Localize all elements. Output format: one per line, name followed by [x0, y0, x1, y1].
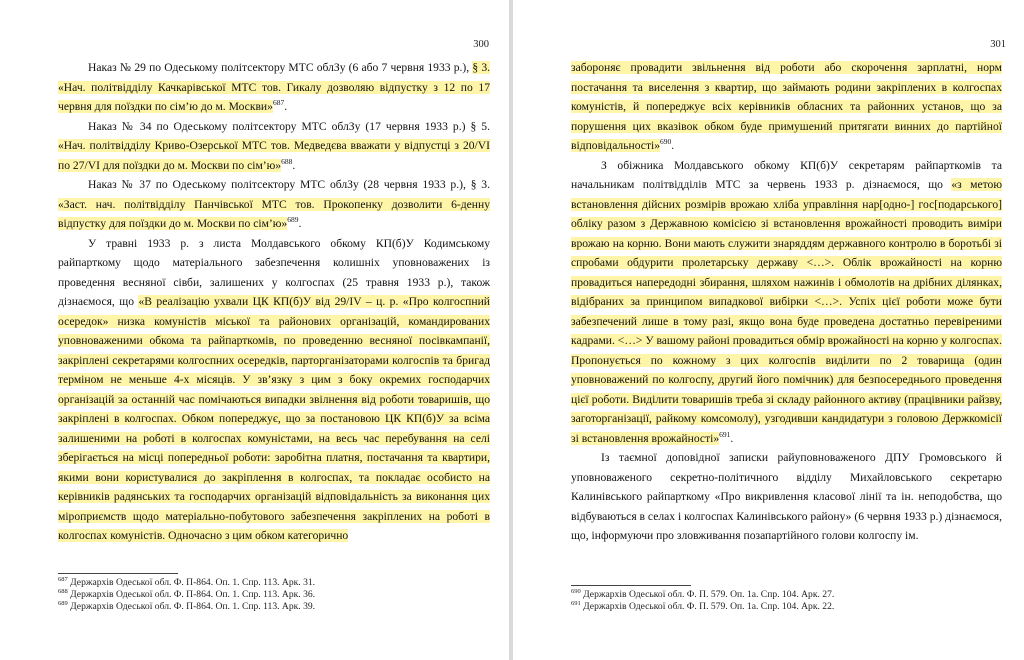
paragraph: Із таємної доповідної записки райуповноваженого ДПУ Громовського й уповноваженого секретно-політичного відділу Михайловського секретарю Калинівського райпарткому «Про викривлення класової лінії та ін. неподобства, що відбуваються в селах і колгоспах Калинівського району» (6 червня 1933 р.) дізнаємося, що, інформуючи про зловживання позапартійного голови колгоспу ім. [571, 451, 1002, 542]
right-page-body [571, 58, 1002, 546]
left-footnotes [58, 577, 488, 612]
footnote-ref[interactable]: 689 [287, 215, 299, 225]
paragraph: Наказ № 37 по Одеському політсектору МТС облЗу (28 червня 1933 р.), § 3. «Заст. нач. політвідділу Панчівської МТС тов. Прокопенку дозволити 6-денну відпустку для поїздки до м. Москви по сім’ю»$^{689}$. [58, 178, 490, 230]
paragraph-continuation: забороняє провадити звільнення від роботи або скорочення зарплатні, норм постачання та виселення з квартир, що займають родини закріплених в колгоспах комуністів, й попереджує всіх керівників обласних та районних установ, що за порушення цих вказівок обком буде примушений притягати винних до партійної відповідальності»$^{690}$. [571, 61, 1002, 152]
footnote: $^{689}$ Держархів Одеської обл. Ф. П-864. Оп. 1. Спр. 113. Арк. 39. [58, 599, 316, 612]
highlighted-quote: «Нач. політвідділу Криво-Озерської МТС тов. Медведєва вважати у відпустці з 20/VI по 27/VI для поїздки до м. Москви по сім’ю» [58, 139, 490, 172]
highlighted-quote: забороняє провадити звільнення від роботи або скорочення зарплатні, норм постачання та виселення з квартир, що займають родини закріплених в колгоспах комуністів, й попереджує всіх керівників обласних та районних установ, що за порушення цих вказівок обком буде примушений притягати винних до партійної відповідальності» [571, 61, 1002, 152]
highlighted-quote: § 3. «Нач. політвідділу Качкарівської МТС тов. Гикалу дозволяю відпустку з 12 по 17 червня для поїздки по сім’ю до м. Москви» [58, 61, 491, 113]
highlighted-quote: «В реалізацію ухвали ЦК КП(б)У від 29/IV – ц. р. «Про колгоспний осередок» низка комуністів міської та районових організацій, командированих уповноваженими обкома та райпарткомів, по проведенню весняної посівкампанії, закріплені секретарями колгоспних осередків, парторганізаторами колгоспів та бригад терміном не меньше 4-х місяців. У зв’язку з цим з боку окремих господарчих організацій за останній час помічаються випадки звілнення від роботи товаришів, що закріплені в колгоспах. Обком попереджує, що за постановою ЦК КП(б)У за всіма залишеними на роботі в колгоспах комуністами, на весь час перебування на селі зберігається на місці попередньої роботи: заробітна платня, постачання та квартири, якими вони користувалися до закріплення в колгоспах, та покладає особисто на керівників радянських та господарчих організацій відповідальність за виконання цих міроприємств щодо матеріально-побутового забезпечення закріплених на роботі в колгоспах комуністів. Одночасно з цим обком категорично [58, 295, 490, 542]
footnote-separator [571, 585, 691, 586]
paragraph: У травні 1933 р. з листа Молдавського обкому КП(б)У Кодимському райпарткому щодо матеріального забезпечення колишніх уповноважених із проведення весняної сівби, залишених у колгоспах (25 травня 1933 р.), також дізнаємося, що «В реалізацію ухвали ЦК КП(б)У від 29/IV – ц. р. «Про колгоспний осередок» низка комуністів міської та районових організацій, командированих уповноваженими обкома та райпарткомів, по проведенню весняної посівкампанії, закріплені секретарями колгоспних осередків, парторганізаторами колгоспів та бригад терміном не меньше 4-х місяців. У зв’язку з цим з боку окремих господарчих організацій за останній час помічаються випадки звілнення від роботи товаришів, що закріплені в колгоспах. Обком попереджує, що за постановою ЦК КП(б)У за всіма залишеними на роботі в колгоспах комуністами, на весь час перебування на селі зберігається на місці попередньої роботи: заробітна платня, постачання та квартири, якими вони користувалися до закріплення в колгоспах, та покладає особисто на керівників радянських та господарчих організацій відповідальність за виконання цих міроприємств щодо матеріально-побутового забезпечення закріплених на роботі в колгоспах комуністів. Одночасно з цим обком категорично [58, 236, 490, 542]
left-page-body [58, 58, 490, 546]
footnote: $^{690}$ Держархів Одеської обл. Ф. П. 579. Оп. 1а. Спр. 104. Арк. 27. [571, 587, 835, 600]
footnote-ref[interactable]: 691 [719, 429, 731, 439]
footnote-separator [58, 573, 178, 574]
footnote: $^{691}$ Держархів Одеської обл. Ф. П. 579. Оп. 1а. Спр. 104. Арк. 22. [571, 599, 835, 612]
highlighted-quote: «Заст. нач. політвідділу Панчівської МТС тов. Прокопенку дозволити 6-денну відпустку для поїздки до м. Москви по сім’ю» [58, 197, 490, 230]
page-number: 301 [990, 39, 1006, 50]
paragraph: Наказ № 29 по Одеському політсектору МТС облЗу (6 або 7 червня 1933 р.), § 3. «Нач. політвідділу Качкарівської МТС тов. Гикалу дозволяю відпустку з 12 по 17 червня для поїздки по сім’ю до м. Москви»$^{687}$. [58, 61, 491, 113]
footnote: $^{687}$ Держархів Одеської обл. Ф. П-864. Оп. 1. Спр. 113. Арк. 31. [58, 575, 316, 588]
footnote-ref[interactable]: 690 [660, 137, 672, 147]
paragraph: Наказ № 34 по Одеському політсектору МТС облЗу (17 червня 1933 р.) § 5. «Нач. політвідділу Криво-Озерської МТС тов. Медведєва вважати у відпустці з 20/VI по 27/VI для поїздки до м. Москви по сім’ю»$^{688}$. [58, 119, 490, 172]
page-number: 300 [473, 39, 489, 50]
footnote: $^{688}$ Держархів Одеської обл. Ф. П-864. Оп. 1. Спр. 113. Арк. 36. [58, 587, 316, 600]
right-footnotes [571, 589, 1001, 613]
paragraph: З обіжника Молдавського обкому КП(б)У секретарям райпарткомів та начальникам політвідділів МТС за червень 1933 р. дізнаємося, що «з метою встановлення дійсних розмірів врожаю хліба управління нар[одно-] гос[подарського] обліку разом з Державною комісією зі встановлення врожайності проводить виміри врожаю на корню. Вони мають служити знаряддям державного контролю в боротьбі зі спробами обдурити пролетарську державу <…>. Облік врожайності на корню провадиться напередодні збирання, шляхом нажинів і обмолотів на дрібних ділянках, відібраних за принципом випадкової вибірки <…>. Успіх цієї роботи може бути забезпечений лише в тому разі, якщо вона буде проведена достатньо перевіреними кадрами. <…> У вашому районі провадиться обмір врожайності на корню у колгоспах. Пропонується по кожному з цих колгоспів виділити по 2 товарища (один уповноважений по колгоспу, другий його помічник) для безпосереднього проведення цієї роботи. Виділити товаришів треба зі складу районного активу (працівники райзву, заготорганізації, райкому комсомолу), узгодивши кандидатури з головою Держкомісії зі встановлення врожайності»$^{691}$. [571, 158, 1002, 445]
footnote-ref[interactable]: 687 [272, 98, 285, 108]
footnote-ref[interactable]: 688 [281, 156, 293, 166]
highlighted-quote: «з метою встановлення дійсних розмірів врожаю хліба управління нар[одно-] гос[подарського] обліку разом з Державною комісією зі встановлення врожайності проводить виміри врожаю на корню. Вони мають служити знаряддям державного контролю в боротьбі зі спробами обдурити пролетарську державу <…>. Облік врожайності на корню провадиться напередодні збирання, шляхом нажинів і обмолотів на дрібних ділянках, відібраних за принципом випадкової вибірки <…>. Успіх цієї роботи може бути забезпечений лише в тому разі, якщо вона буде проведена достатньо перевіреними кадрами. <…> У вашому районі провадиться обмір врожайності на корню у колгоспах. Пропонується по кожному з цих колгоспів виділити по 2 товарища (один уповноважений по колгоспу, другий його помічник) для безпосереднього проведення цієї роботи. Виділити товаришів треба зі складу районного активу (працівники райзву, заготорганізації, райкому комсомолу), узгодивши кандидатури з головою Держкомісії зі встановлення врожайності» [571, 178, 1002, 445]
